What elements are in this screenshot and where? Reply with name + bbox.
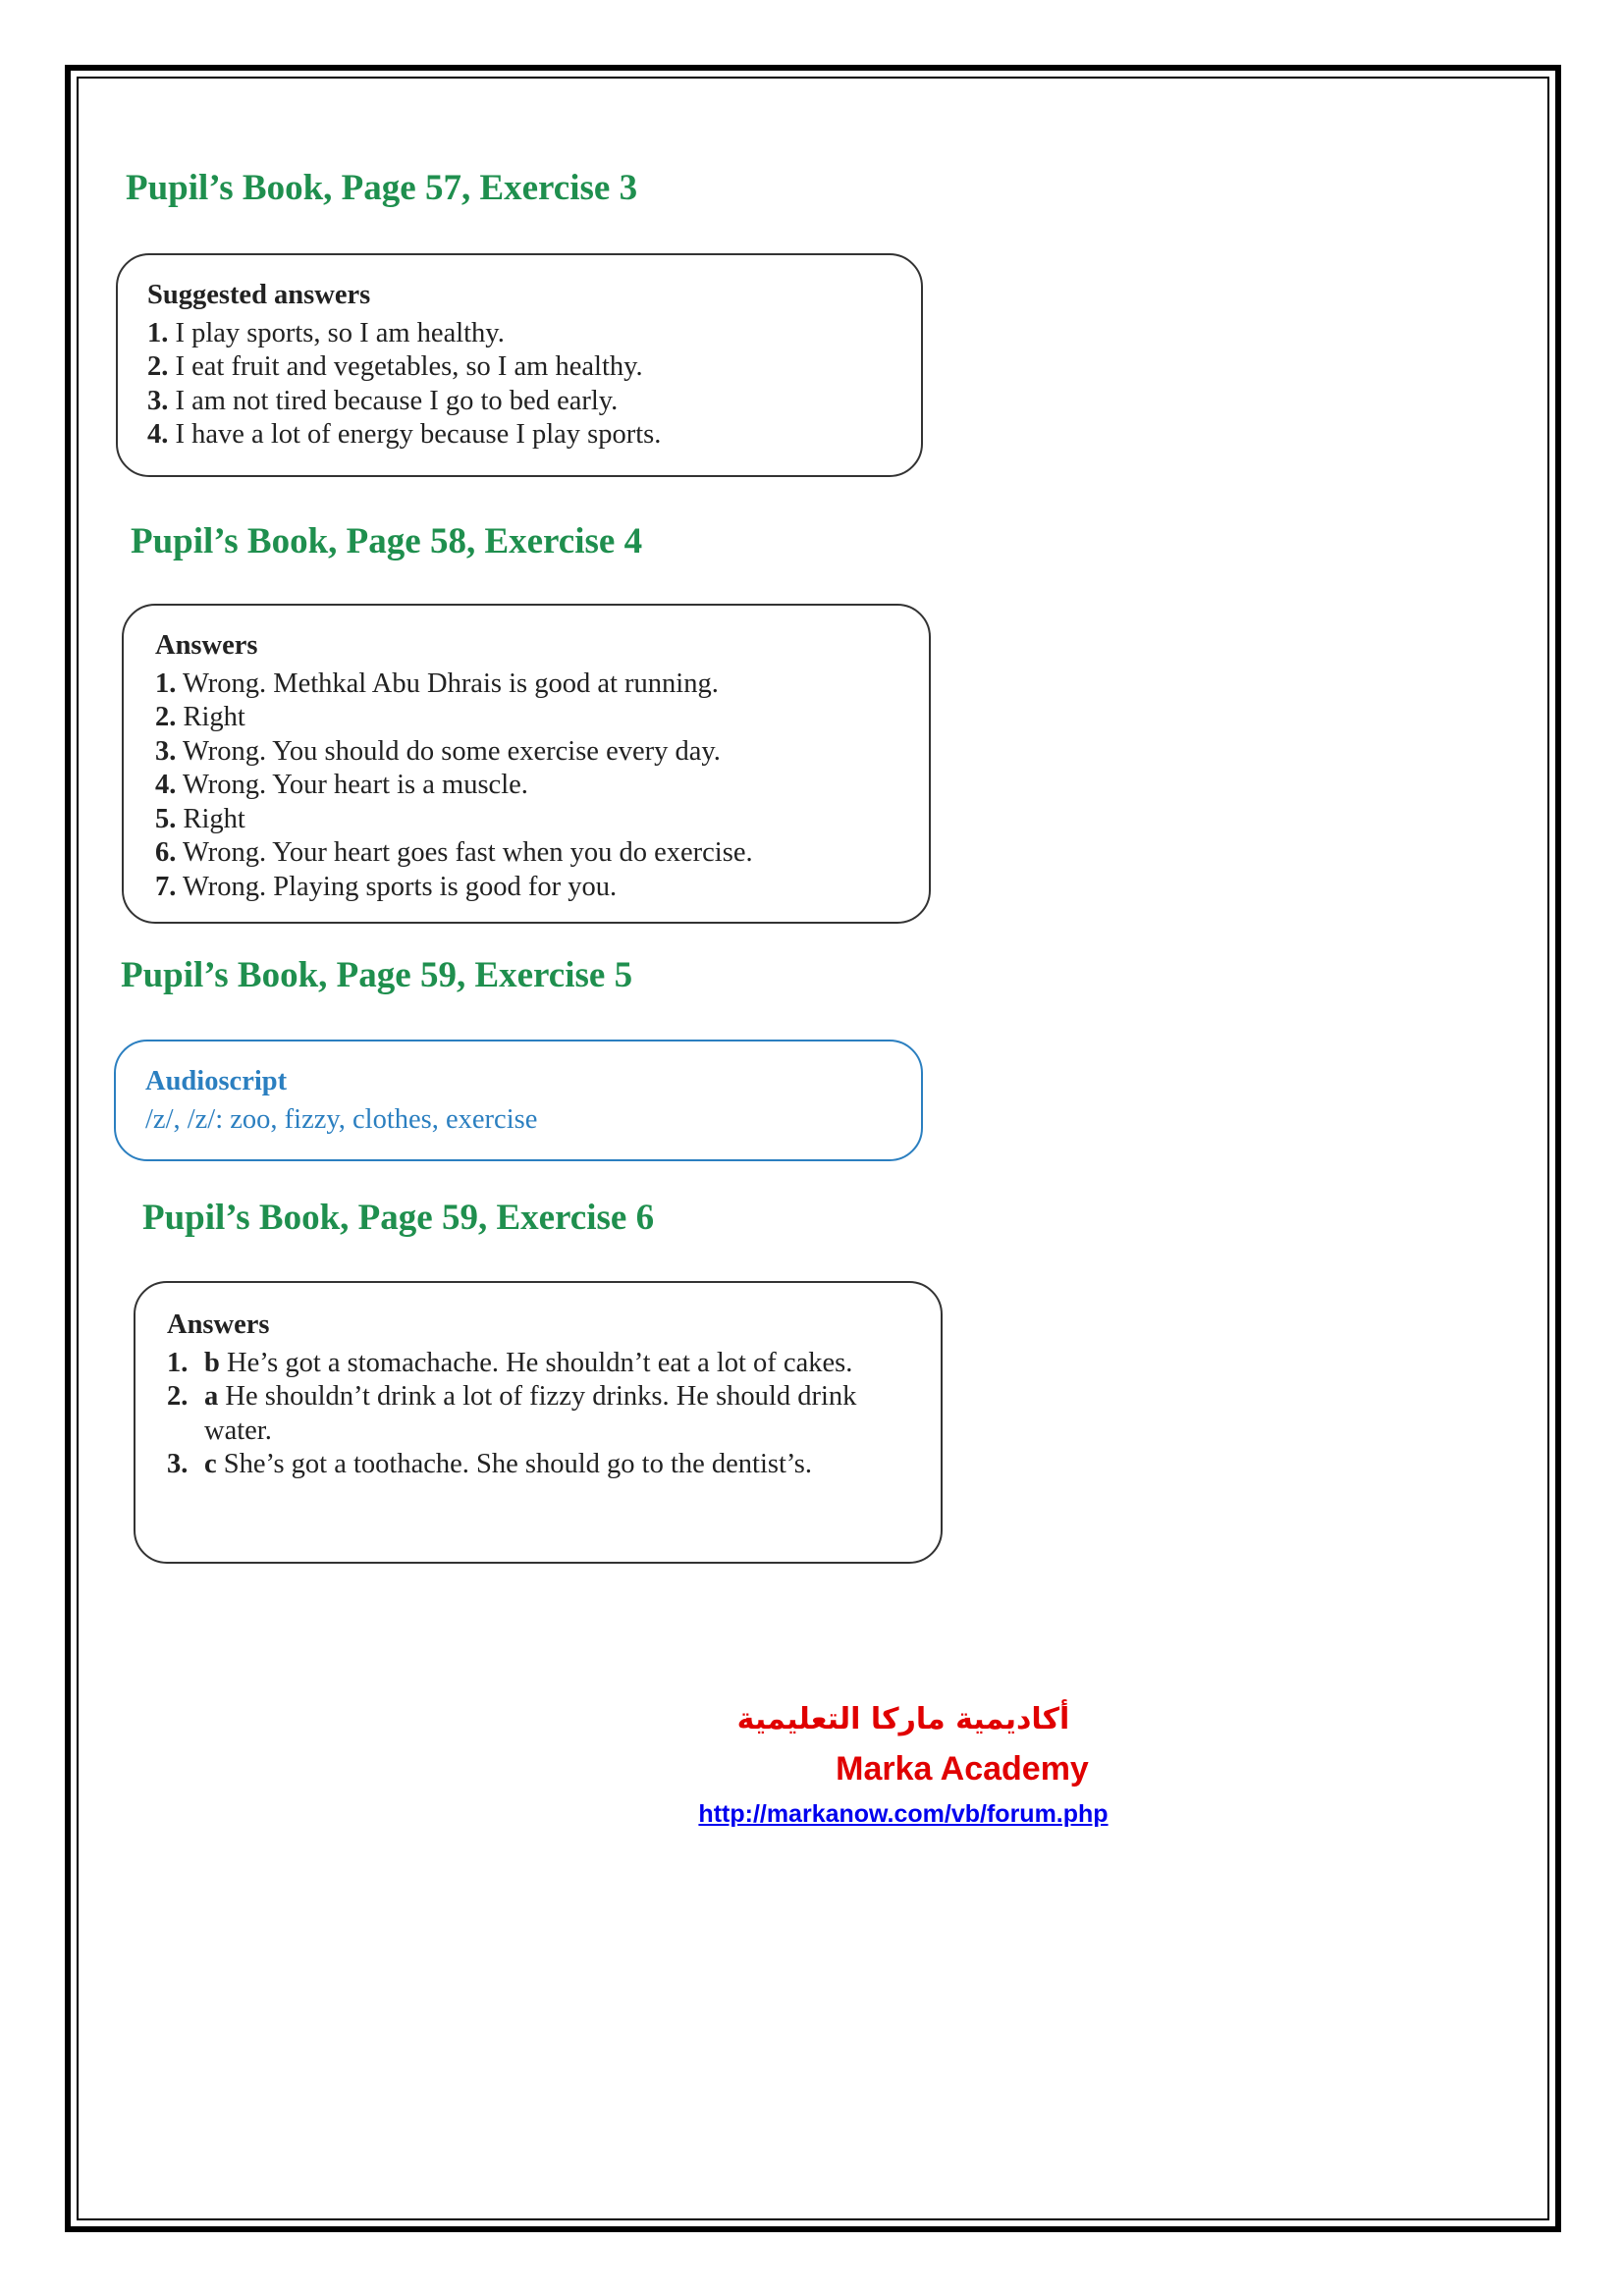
footer-arabic-name: أكاديمية ماركا التعليمية — [736, 1702, 1070, 1736]
box-title: Suggested answers — [147, 280, 371, 310]
box-title: Answers — [167, 1309, 270, 1340]
section-heading-ex5: Pupil’s Book, Page 59, Exercise 5 — [121, 955, 633, 995]
list-item: 7. Wrong. Playing sports is good for you. — [155, 871, 618, 902]
footer-brand: Marka Academy — [836, 1750, 1089, 1788]
footer-forum-link[interactable]: http://markanow.com/vb/forum.php — [698, 1800, 1109, 1828]
answers-box-ex4 — [122, 604, 931, 924]
list-item: 5. Right — [155, 803, 245, 834]
list-item: 4. I have a lot of energy because I play sports. — [147, 419, 662, 450]
list-item: 2. I eat fruit and vegetables, so I am healthy. — [147, 351, 643, 382]
list-item: 4. Wrong. Your heart is a muscle. — [155, 770, 528, 800]
audioscript-box — [114, 1040, 923, 1161]
list-item: 2. Right — [155, 702, 245, 732]
section-heading-ex3: Pupil’s Book, Page 57, Exercise 3 — [126, 168, 638, 208]
list-item: 1. I play sports, so I am healthy. — [147, 317, 505, 348]
audioscript-line: /z/, /z/: zoo, fizzy, clothes, exercise — [145, 1103, 538, 1135]
section-heading-ex4: Pupil’s Book, Page 58, Exercise 4 — [131, 521, 643, 561]
answers-box-ex6 — [134, 1281, 943, 1564]
list-item: 6. Wrong. Your heart goes fast when you do exercise. — [155, 837, 753, 868]
box-title: Audioscript — [145, 1066, 288, 1096]
list-item: 3. Wrong. You should do some exercise every day. — [155, 735, 721, 767]
suggested-answers-box — [116, 253, 923, 477]
section-heading-ex6: Pupil’s Book, Page 59, Exercise 6 — [142, 1198, 655, 1238]
list-item: 1. b He’s got a stomachache. He shouldn’t eat a lot of cakes. — [167, 1347, 853, 1378]
list-item: 2. a He shouldn’t drink a lot of fizzy drinks. He should drink water. — [167, 1381, 857, 1446]
list-item: 3. I am not tired because I go to bed early. — [147, 385, 619, 416]
list-item: 1. Wrong. Methkal Abu Dhrais is good at running. — [155, 667, 719, 699]
box-title: Answers — [155, 630, 258, 661]
list-item: 3. c She’s got a toothache. She should go to the dentist’s. — [167, 1449, 813, 1479]
